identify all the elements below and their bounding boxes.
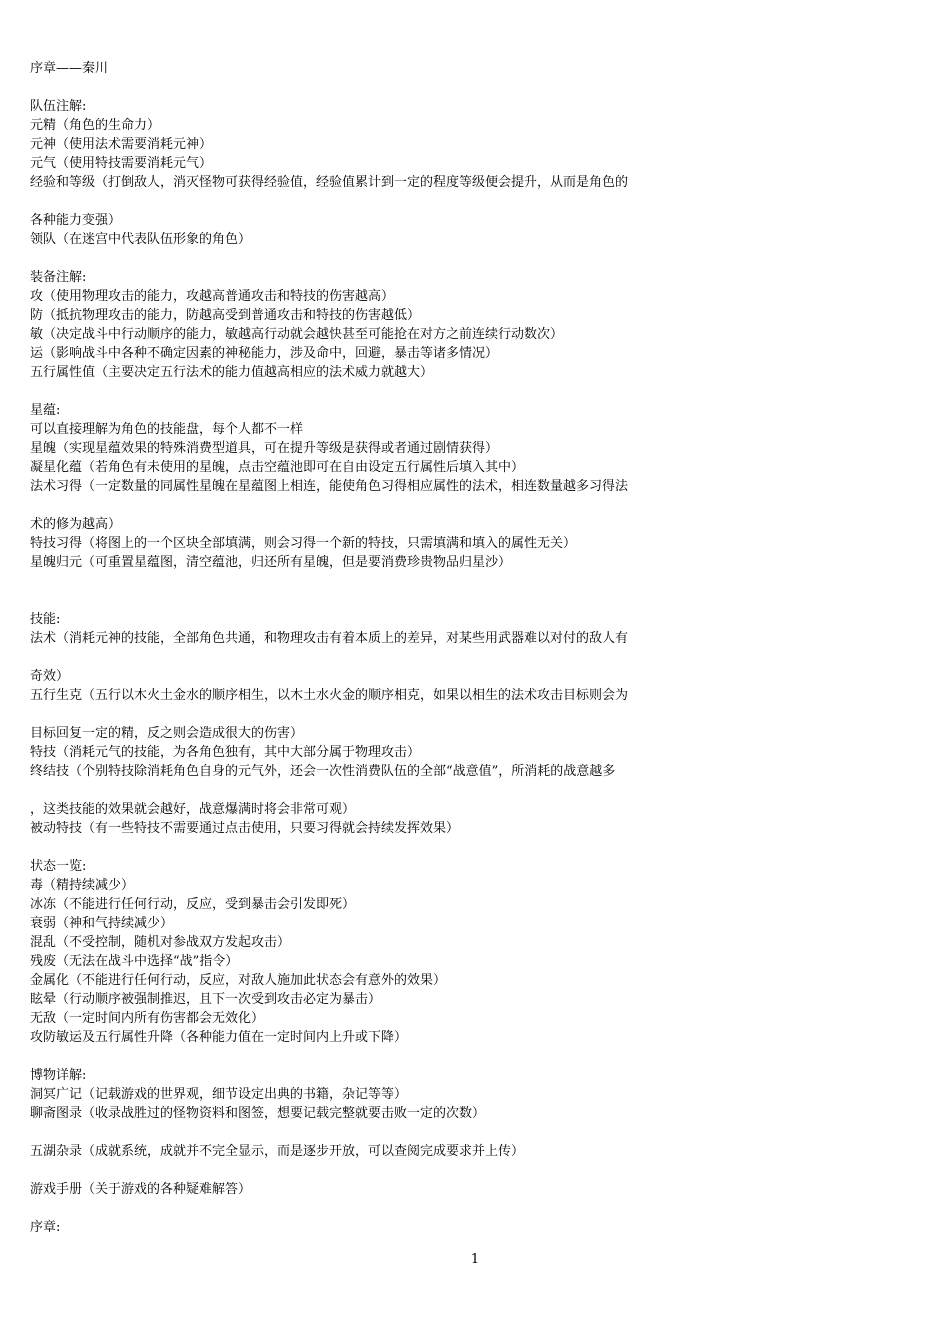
- text-line: 眩晕（行动顺序被强制推迟，且下一次受到攻击必定为暴击）: [30, 992, 382, 1007]
- blank-line: [30, 78, 910, 97]
- blank-line: [30, 1161, 910, 1180]
- text-line: 领队（在迷宫中代表队伍形象的角色）: [30, 232, 252, 247]
- text-line: 博物详解:: [30, 1068, 87, 1083]
- text-line: 运（影响战斗中各种不确定因素的神秘能力，涉及命中，回避，暴击等诸多情况）: [30, 346, 499, 361]
- text-line: 星魄（实现星蕴效果的特殊消费型道具，可在提升等级是获得或者通过剧情获得）: [30, 441, 499, 456]
- text-line: 攻（使用物理攻击的能力，攻越高普通攻击和特技的伤害越高）: [30, 289, 395, 304]
- text-line: 五行生克（五行以木火土金水的顺序相生，以木土水火金的顺序相克，如果以相生的法术攻击目标则会为: [30, 688, 629, 703]
- blank-line: [30, 496, 910, 515]
- text-line: 术的修为越高）: [30, 517, 122, 532]
- text-line: 被动特技（有一些特技不需要通过点击使用，只要习得就会持续发挥效果）: [30, 821, 460, 836]
- text-line: 序章:: [30, 1220, 61, 1235]
- blank-line: [30, 1123, 910, 1142]
- blank-line: [30, 1199, 910, 1218]
- text-line: 序章——秦川: [30, 61, 109, 76]
- text-line: 元气（使用特技需要消耗元气）: [30, 156, 213, 171]
- text-line: 各种能力变强）: [30, 213, 122, 228]
- text-line: 洞冥广记（记载游戏的世界观，细节设定出典的书籍，杂记等等）: [30, 1087, 408, 1102]
- text-line: 敏（决定战斗中行动顺序的能力，敏越高行动就会越快甚至可能抢在对方之前连续行动数次）: [30, 327, 564, 342]
- text-line: 星蕴:: [30, 403, 61, 418]
- text-line: 队伍注解:: [30, 99, 87, 114]
- text-line: 防（抵抗物理攻击的能力，防越高受到普通攻击和特技的伤害越低）: [30, 308, 421, 323]
- blank-line: [30, 1047, 910, 1066]
- text-line: 冰冻（不能进行任何行动，反应，受到暴击会引发即死）: [30, 897, 356, 912]
- text-line: 元神（使用法术需要消耗元神）: [30, 137, 213, 152]
- text-line: 星魄归元（可重置星蕴图，清空蕴池，归还所有星魄，但是要消费珍贵物品归星沙）: [30, 555, 512, 570]
- blank-line: [30, 591, 910, 610]
- text-line: 经验和等级（打倒敌人，消灭怪物可获得经验值，经验值累计到一定的程度等级便会提升，从而是角色的: [30, 175, 629, 190]
- text-line: 聊斋图录（收录战胜过的怪物资料和图签，想要记载完整就要击败一定的次数）: [30, 1106, 486, 1121]
- text-line: 终结技（个别特技除消耗角色自身的元气外，还会一次性消费队伍的全部“战意值”，所消耗的战意越多: [30, 764, 616, 779]
- text-line: 毒（精持续减少）: [30, 878, 135, 893]
- page-number: 1: [470, 1252, 480, 1267]
- blank-line: [30, 572, 910, 591]
- text-line: 装备注解:: [30, 270, 87, 285]
- text-line: 金属化（不能进行任何行动，反应，对敌人施加此状态会有意外的效果）: [30, 973, 447, 988]
- text-line: 衰弱（神和气持续减少）: [30, 916, 174, 931]
- blank-line: [30, 781, 910, 800]
- blank-line: [30, 705, 910, 724]
- text-line: 可以直接理解为角色的技能盘，每个人都不一样: [30, 422, 304, 437]
- blank-line: [30, 192, 910, 211]
- text-line: 攻防敏运及五行属性升降（各种能力值在一定时间内上升或下降）: [30, 1030, 408, 1045]
- text-line: ，这类技能的效果就会越好，战意爆满时将会非常可观）: [30, 802, 356, 817]
- text-line: 混乱（不受控制，随机对参战双方发起攻击）: [30, 935, 291, 950]
- text-line: 凝星化蕴（若角色有未使用的星魄，点击空蕴池即可在自由设定五行属性后填入其中）: [30, 460, 525, 475]
- blank-line: [30, 382, 910, 401]
- text-line: 残废（无法在战斗中选择“战”指令）: [30, 954, 239, 969]
- text-line: 无敌（一定时间内所有伤害都会无效化）: [30, 1011, 265, 1026]
- blank-line: [30, 249, 910, 268]
- text-line: 游戏手册（关于游戏的各种疑难解答）: [30, 1182, 252, 1197]
- text-line: 五湖杂录（成就系统，成就并不完全显示，而是逐步开放，可以查阅完成要求并上传）: [30, 1144, 525, 1159]
- text-line: 法术（消耗元神的技能，全部角色共通，和物理攻击有着本质上的差异，对某些用武器难以对付的敌人有: [30, 631, 629, 646]
- text-line: 目标回复一定的精，反之则会造成很大的伤害）: [30, 726, 304, 741]
- text-line: 特技习得（将图上的一个区块全部填满，则会习得一个新的特技，只需填满和填入的属性无关）: [30, 536, 577, 551]
- text-line: 技能:: [30, 612, 61, 627]
- text-line: 奇效）: [30, 669, 70, 684]
- text-line: 特技（消耗元气的技能，为各角色独有，其中大部分属于物理攻击）: [30, 745, 421, 760]
- text-line: 状态一览:: [30, 859, 87, 874]
- text-line: 法术习得（一定数量的同属性星魄在星蕴图上相连，能使角色习得相应属性的法术，相连数量越多习得法: [30, 479, 629, 494]
- text-line: 元精（角色的生命力）: [30, 118, 161, 133]
- blank-line: [30, 648, 910, 667]
- document-body: [30, 59, 910, 1237]
- text-line: 五行属性值（主要决定五行法术的能力值越高相应的法术威力就越大）: [30, 365, 434, 380]
- blank-line: [30, 838, 910, 857]
